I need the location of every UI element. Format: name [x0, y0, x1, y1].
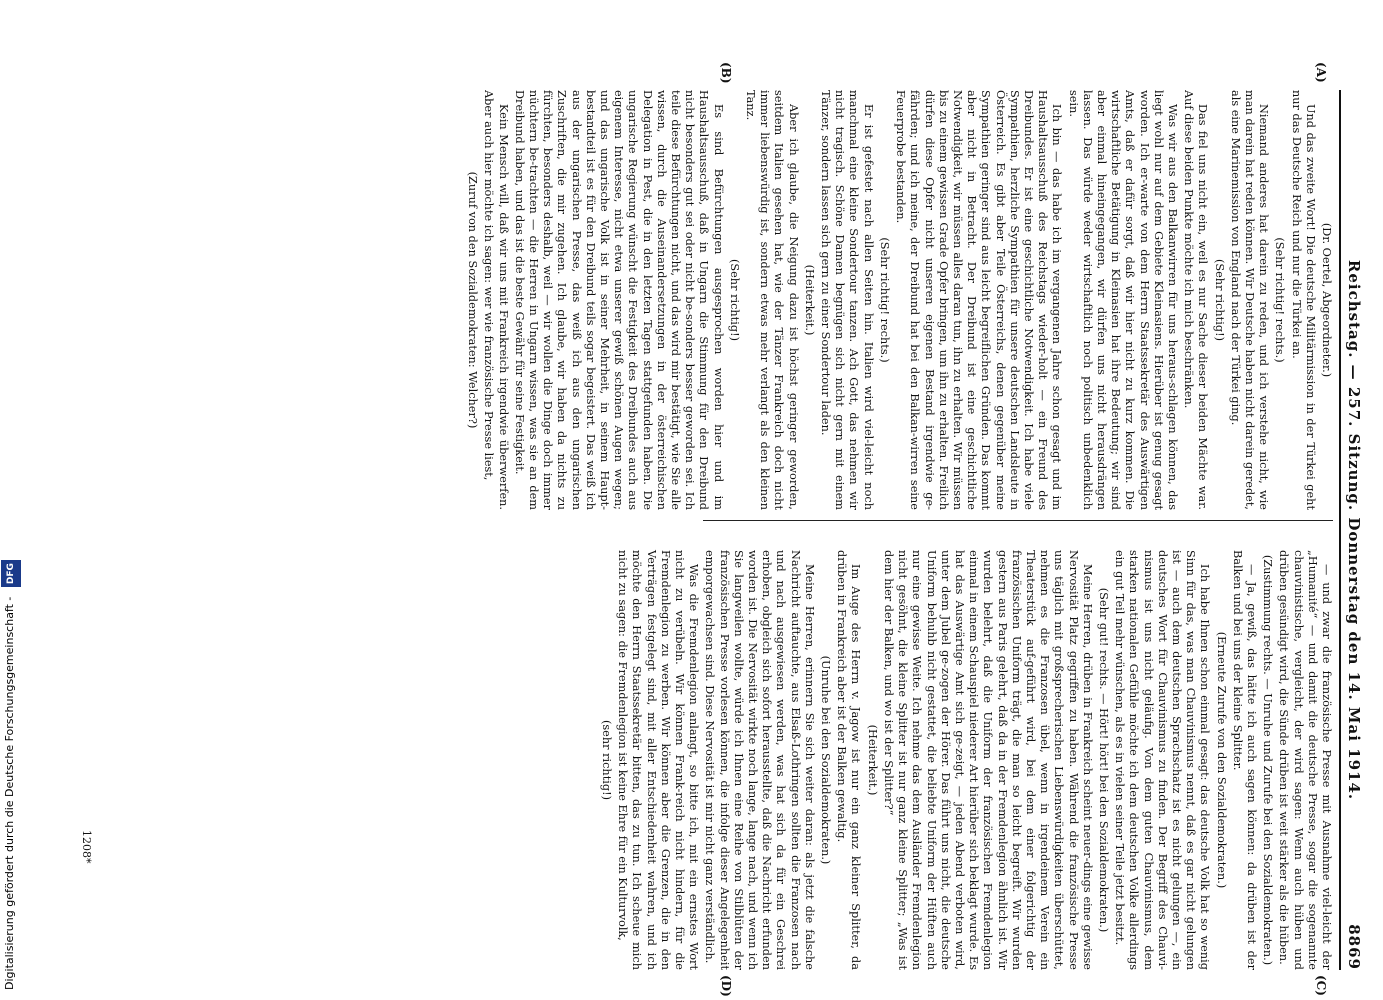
margin-mark-a: (A) [1314, 62, 1328, 83]
column-divider [703, 520, 1333, 521]
paragraph: Kein Mensch will, daß wir uns mit Frankreich irgendwie überwerfen. Aber auch hier möchte ich sagen: wer wie französische Presse liest, [482, 90, 510, 510]
page-header [1339, 90, 1365, 970]
paragraph: Aber ich glaube, die Neigung dazu ist höchst geringer geworden, seitdem Italien gesehen hat, wie der Tänzer Frankreich doch nicht immer liebenswürdig ist, sondern etwas mehr verlangt als den kleinen Tanz. [744, 90, 800, 510]
paragraph: (Zuruf von den Sozialdemokraten: Welcher?) [466, 171, 480, 429]
paragraph: — und zwar die französische Presse mit Ausnahme viel-leicht der „Humanité“ — und damit die deutsche Presse, sogar die sogenannte chauvinistische, vergleicht, der wird sagen: Wenn auch hüben und drüben gesündigt wird, die Sünde drüben ist weit stärker als die hüben. [1277, 550, 1333, 970]
paragraph: (Sehr richtig! rechts.) [877, 237, 891, 363]
paragraph: Das fiel uns nicht ein, weil es nur Sache dieser beiden Mächte war. Auf diese beiden Punkte möchte ich mich beschränken. [1182, 90, 1210, 510]
paragraph: Es sind Befürchtungen ausgesprochen worden hier und im Haushaltsausschuß, daß in Ungarn die Stimmung für den Dreibund nicht besonders gut sei oder nicht be-sonders besser geworden sei. Ich teile diese Befürchtungen nicht, und das wird mir bestätigt, wie Sie alle wissen, durch die Auseinandersetzungen in der österreichischen Delegation in Pest, die in den letzten Tagen stattgefunden haben. Die ungarische Regierung wünscht die Festigkeit des Dreibundes auch aus eigenem Interesse, nicht etwa unserer gewiß schönen Augen wegen; und das ungarische Volk ist in seiner Mehrheit, in seinem Haupt-bestandteil ist es für den Dreibund teils sogar begeistert. Das weiß ich aus der ungarischen Presse, das weiß ich aus den ungarischen Zuschriften, die mir zugehen. Ich glaube, wir haben da nichts zu fürchten, besonders deshalb, weil — wir wollen die Dinge doch immer nüchtern be-trachten — die Herren in Ungarn wissen, was sie an dem Dreibund haben, und das ist die beste Gewähr für seine Festigkeit. [512, 90, 725, 510]
paragraph: (sehr richtig!) [600, 719, 614, 801]
paragraph: Meine Herren, erinnern Sie sich weiter daran: als jetzt die falsche Nachricht auftauchte, aus Elsaß-Lothringen sollten die Franzosen nach und nach ausgewiesen werden, was hat sich da für ein Geschrei erhoben, obgleich sich sofort herausstellte, daß die Nachricht erfunden worden ist. Die Nervosität wirkte noch lange, lange nach, und wenn ich Sie langweilen wollte, würde ich Ihnen eine Reihe von Stilblüten der französischen Presse vorlesen können, die infolge dieser Angelegenheit emporgewachsen sind. Diese Nervosität ist mir nicht ganz verständlich. [703, 550, 816, 970]
paragraph: (Zustimmung rechts. — Unruhe und Zurufe bei den Sozialdemokraten.) [1261, 554, 1275, 966]
margin-mark-b: (B) [719, 62, 733, 84]
paragraph: Niemand anderes hat darein zu reden, und ich verstehe nicht, wie man darein hat reden können. Wir Deutsche haben nicht darein geredet, als eine Marinemission von England nach der Türkei ging. [1228, 90, 1271, 510]
page-number: 8869 [1345, 924, 1363, 970]
paragraph: (Sehr richtig! rechts.) [1273, 237, 1287, 363]
paragraph: (Unruhe bei den Sozialdemokraten.) [819, 655, 833, 865]
paragraph: — Ja, gewiß, das hätte ich auch sagen können: da drüben ist der Balken und bei uns der kleine Splitter. [1230, 550, 1258, 970]
sidebar-note: Digitalisierung gefördert durch die Deutsche Forschungsgemeinschaft - [3, 596, 16, 990]
header-title: Reichstag. — 257. Sitzung. Donnerstag den 14. Mai 1914. [1345, 259, 1363, 801]
paragraph: Im Auge des Herrn v. Jagow ist nur ein ganz kleiner Splitter, da drüben in Frankreich aber ist der Balken gewaltig. [835, 550, 863, 970]
dfg-logo: DFG [1, 560, 21, 587]
paragraph: Und das zweite Wort! Die deutsche Militärmission in der Türkei geht nur das Deutsche Reich und nur die Türkei an. [1289, 90, 1317, 510]
paragraph: Was wir aus den Balkanwirren für uns heraus-schlagen können, das liegt wohl nur auf dem Gebiete Kleinasiens. Hierüber ist genug gesagt worden. Ich er-warte von dem Herrn Staatssekretär des Auswärtigen Amts, daß er dafür sorgt, daß wir hier nicht zu kurz kommen. Die wirtschaftliche Betätigung in Kleinasien hat ihre Bedeutung; wir sind aber einmal hineingegangen, wir dürfen uns nicht herausdrängen lassen. Das würde weder wirtschaftlich noch politisch unbedenklich sein. [1066, 90, 1179, 510]
margin-mark-d: (D) [719, 975, 733, 997]
paragraph: (Erneute Zurufe von den Sozialdemokraten.) [1214, 631, 1228, 889]
paragraph: (Heiterkeit.) [802, 264, 816, 336]
left-column [463, 90, 1333, 510]
paragraph: Er ist gefestet nach allen Seiten hin. Italien wird viel-leicht noch manchmal eine kleine Sondertour tanzen. Ach Gott, das nehmen wir nicht tragisch. Schöne Damen begnügen sich nicht gern mit einem Tänzer, sondern lassen sich gern zu einer Sondertour laden. [819, 90, 875, 510]
paragraph: Ich bin — das habe ich im vergangenen Jahre schon gesagt und im Haushaltsausschuß des Reichstags wieder-holt — ein Freund des Dreibundes. Er ist eine geschichtliche Notwendigkeit. Ich habe viele Sympathien, herzliche Sympathien für unsere deutschen Landsleute in Österreich. Es gibt aber Teile Österreichs, denen gegenüber meine Sympathien geringer sind aus leicht begreiflichen Gründen. Das kommt aber nicht in Betracht. Der Dreibund ist eine geschichtliche Notwendigkeit, wir müssen alles daran tun, ihn zu erhalten. Wir müssen bis zu einem gewissen Grade Opfer bringen, um ihn zu erhalten. Freilich dürfen diese Opfer nicht unseren eigenen Bestand irgendwie ge-fährden; und ich meine, der Dreibund hat bei den Balkan-wirren seine Feuerprobe bestanden. [894, 90, 1064, 510]
paragraph: (Sehr richtig!) [1212, 258, 1226, 342]
paragraph: (Sehr richtig!) [727, 258, 741, 342]
paragraph: Ich habe Ihnen schon einmal gesagt: das deutsche Volk hat so wenig Sinn für das, was man Chauvinismus nennt, daß es gar nicht gelungen ist — auch dem deutschen Sprachschatz ist es nicht gelungen —, ein deutsches Wort für Chauvinismus zu finden. Der Begriff des Chauvi-nismus ist uns nicht geläufig. Von dem guten Chauvinismus, dem starken nationalen Gefühle möchte ich dem deutschen Volke allerdings ein gut Teil mehr wünschen, als es in vielen seiner Teile jetzt besitzt. [1113, 550, 1212, 970]
paragraph: (Sehr gut! rechts. — Hört! hört! bei den Sozialdemokraten.) [1096, 587, 1110, 933]
paragraph: (Heiterkeit.) [865, 724, 879, 796]
digitization-sidebar [0, 0, 20, 1000]
paragraph: Meine Herren, drüben in Frankreich scheint neuer-dings eine gewisse Nervosität Platz gegriffen zu haben. Während die französische Presse uns täglich mit großsprecherischen Liebenswürdigkeiten überschüttet, nehmen es die Franzosen übel, wenn in irgendeinem Verein ein Theaterstück auf-geführt wird, bei dem einer folgerichtig der französischen Uniform trägt, die man so leicht begreift. Wir wurden gestern aus Paris gelehrt, daß da in der Fremdenlegion ähnlich ist. Wir wurden belehrt, daß die Uniform der französischen Fremdenlegion einmal in einem Schauspiel niederer Art hierüber sich beklagt wurde. Es hat das Auswärtige Amt sich ge-zeigt, — jeden Abend verboten wird, unter dem Jubel ge-zogen der Hörer. Das führt uns nicht, die deutsche Uniform behuhb nicht gestattet, die beliebte Uniform der Hüften auch nur eine gewisse Weite. Ich nehme das dem Ausländer Fremdenlegion nicht gesöhnt, die kleine Splitter ist nur ganz kleine Splitter; „Was ist dem hier der Balken, und wo ist der Splitter?“ [881, 550, 1094, 970]
footer-number: 1208* [80, 830, 93, 864]
paragraph: (Dr. Oertel, Abgeordneter.) [1320, 222, 1333, 378]
paragraph: Was die Fremdenlegion anlangt, so bitte ich, mit ein ernstes Wort nicht zu verübeln. Wir können Frank-reich nicht hindern, für die Fremdenlegion zu werben. Wir können aber die Grenzen, die in den Verträgen festgelegt sind, mit aller Entschiedenheit wahren, und ich möchte den Herrn Staatssekretär bitten, das zu tun. Ich scheue mich nicht zu sagen: die Fremdenlegion ist keine Ehre für ein Kulturvolk, [616, 550, 701, 970]
margin-mark-c: (C) [1314, 975, 1328, 996]
right-column [597, 550, 1333, 970]
